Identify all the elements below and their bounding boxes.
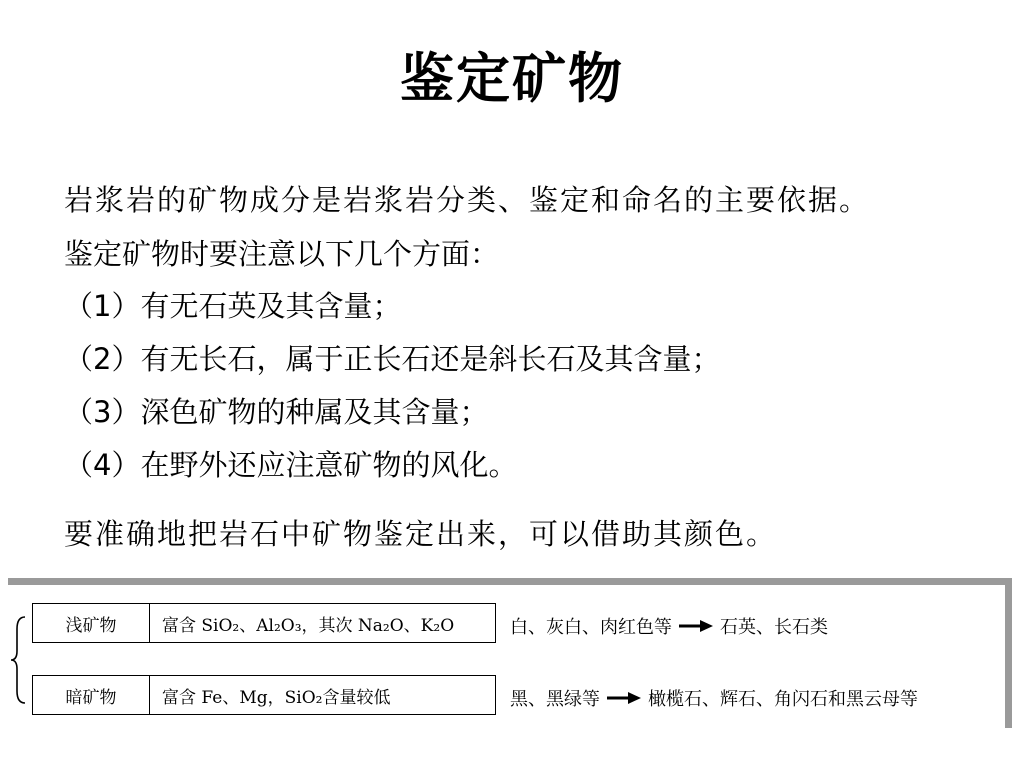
dark-mineral-description: [510, 685, 918, 711]
dark-mineral-colors: 黑、黑绿等: [510, 689, 600, 710]
aspect-item-4: （4）在野外还应注意矿物的风化。: [64, 448, 518, 482]
aspect-item-1: （1）有无石英及其含量；: [64, 289, 402, 323]
aspect-item-3: （3）深色矿物的种属及其含量；: [64, 395, 489, 429]
left-brace-icon: [10, 615, 28, 705]
aspect-item-2: （2）有无长石，属于正长石还是斜长石及其含量；: [64, 342, 721, 376]
intro-text: 岩浆岩的矿物成分是岩浆岩分类、鉴定和命名的主要依据。: [64, 183, 871, 217]
dark-mineral-examples: 橄榄石、辉石、角闪石和黑云母等: [648, 689, 918, 710]
dark-mineral-composition: 富含 Fe、Mg，SiO₂含量较低: [162, 687, 391, 708]
light-mineral-box: [32, 603, 496, 643]
dark-mineral-box: [32, 675, 496, 715]
aspects-heading: 鉴定矿物时要注意以下几个方面：: [64, 237, 500, 271]
light-mineral-description: [510, 613, 828, 639]
light-mineral-examples: 石英、长石类: [720, 617, 828, 638]
right-arrow-icon: [678, 619, 714, 633]
color-note-text: 要准确地把岩石中矿物鉴定出来，可以借助其颜色。: [64, 517, 778, 551]
dark-mineral-name: 暗矿物: [33, 676, 150, 714]
mineral-classification-figure: [8, 578, 1012, 728]
slide-title: 鉴定矿物: [400, 46, 624, 110]
light-mineral-composition: 富含 SiO₂、Al₂O₃，其次 Na₂O、K₂O: [162, 615, 455, 636]
light-mineral-colors: 白、灰白、肉红色等: [510, 617, 672, 638]
light-mineral-name: 浅矿物: [33, 604, 150, 642]
right-arrow-icon: [606, 691, 642, 705]
